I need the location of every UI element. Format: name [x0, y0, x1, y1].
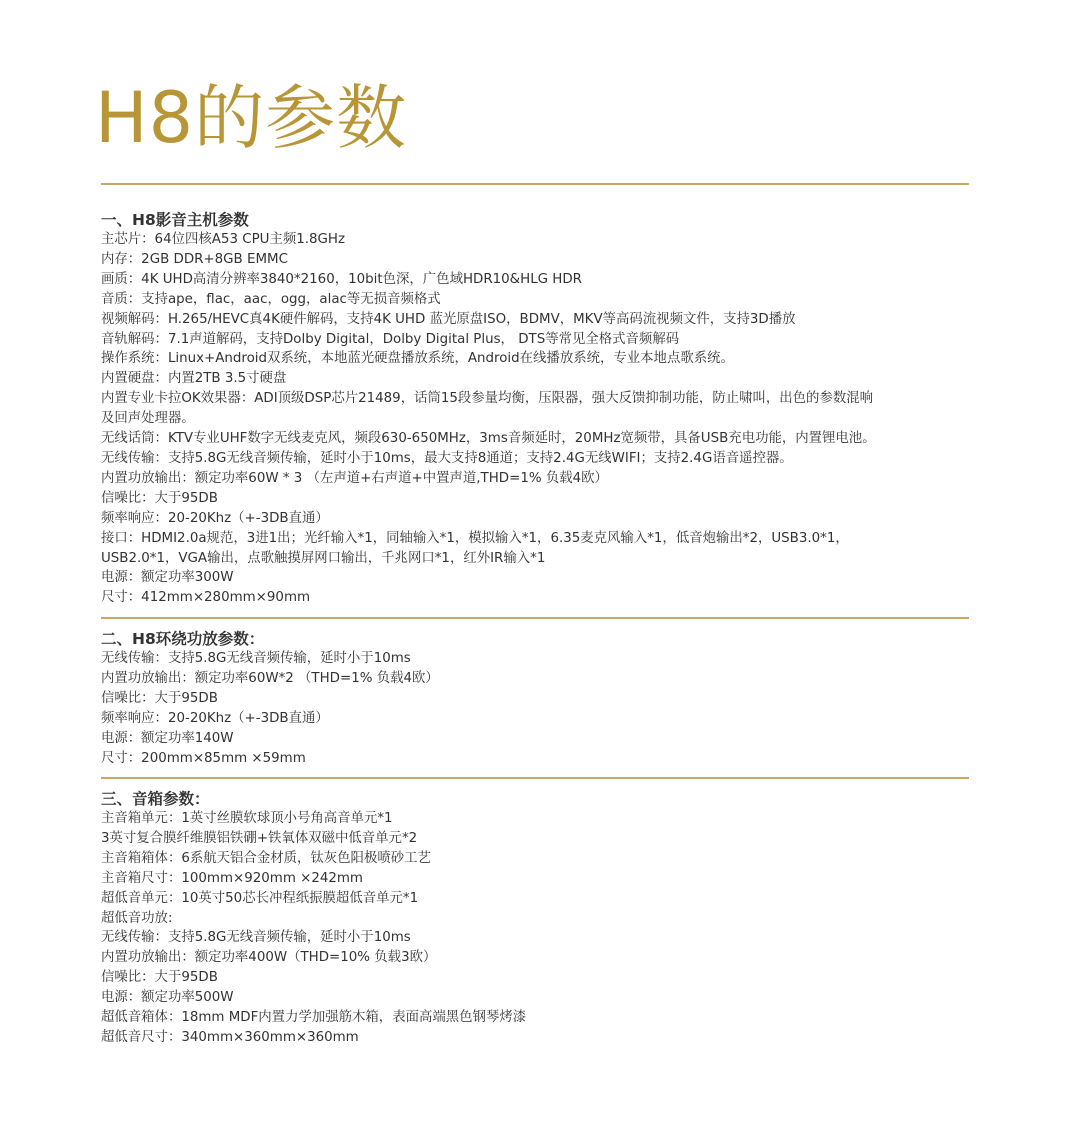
spec-line: 电源：额定功率300W [101, 570, 234, 586]
spec-list [101, 649, 981, 768]
spec-line: 超低音箱体：18mm MDF内置力学加强筋木箱，表面高端黑色钢琴烤漆 [101, 1010, 527, 1026]
spec-line: 超低音尺寸：340mm×360mm×360mm [101, 1029, 359, 1045]
section-surround-amp-params [101, 629, 981, 768]
spec-line: 主音箱箱体：6系航天铝合金材质，钛灰色阳极喷砂工艺 [101, 850, 431, 866]
spec-line: 及回声处理器。 [101, 411, 195, 427]
spec-line: 频率响应：20-20Khz（+-3DB直通） [101, 510, 329, 526]
spec-line: 超低音功放: [101, 910, 173, 926]
section-heading: 三、音箱参数： [101, 790, 210, 808]
spec-line: 信噪比：大于95DB [101, 970, 218, 986]
page-title: H8的参数 [95, 77, 408, 159]
spec-line: 内置硬盘：内置2TB 3.5寸硬盘 [101, 371, 287, 387]
spec-line: 尺寸：412mm×280mm×90mm [101, 590, 311, 606]
spec-line: 无线传输：支持5.8G无线音频传输，延时小于10ms [101, 930, 411, 946]
spec-line: 主音箱尺寸：100mm×920mm ×242mm [101, 870, 363, 886]
spec-line: 接口：HDMI2.0a规范，3进1出；光纤输入*1，同轴输入*1，模拟输入*1，6.35麦克风输入*1，低音炮输出*2，USB3.0*1， [101, 530, 849, 546]
section-divider [101, 617, 969, 619]
spec-line: 内置功放输出：额定功率60W * 3 （左声道+右声道+中置声道,THD=1% 负载4欧） [101, 470, 608, 486]
spec-line: 无线传输：支持5.8G无线音频传输，延时小于10ms [101, 651, 411, 666]
spec-line: 主芯片：64位四核A53 CPU主频1.8GHz [101, 232, 346, 247]
spec-line: 尺寸：200mm×85mm ×59mm [101, 750, 306, 766]
spec-line: 视频解码：H.265/HEVC真4K硬件解码，支持4K UHD 蓝光原盘ISO，BDMV，MKV等高码流视频文件，支持3D播放 [101, 311, 796, 327]
spec-line: 无线话筒：KTV专业UHF数字无线麦克风，频段630-650MHz，3ms音频延时，20MHz宽频带，具备USB充电功能，内置锂电池。 [101, 431, 876, 447]
spec-list [101, 230, 981, 608]
spec-line: 主音箱单元：1英寸丝膜软球顶小号角高音单元*1 [101, 811, 393, 826]
spec-line: 内置专业卡拉OK效果器：ADI顶级DSP芯片21489，话筒15段参量均衡，压限器，强大反馈抑制功能，防止啸叫，出色的参数混响 [101, 391, 874, 407]
spec-line: 音轨解码：7.1声道解码，支持Dolby Digital，Dolby Digital Plus， DTS等常见全格式音频解码 [101, 331, 680, 347]
section-host-params [101, 210, 981, 608]
spec-line: 操作系统：Linux+Android双系统，本地蓝光硬盘播放系统，Android在线播放系统，专业本地点歌系统。 [101, 351, 734, 367]
spec-line: 3英寸复合膜纤维膜铝铁硼+铁氧体双磁中低音单元*2 [101, 830, 418, 846]
spec-line: USB2.0*1，VGA输出，点歌触摸屏网口输出，千兆网口*1，红外IR输入*1 [101, 550, 546, 566]
spec-line: 电源：额定功率140W [101, 730, 234, 746]
spec-line: 电源：额定功率500W [101, 990, 234, 1006]
spec-line: 超低音单元：10英寸50芯长冲程纸振膜超低音单元*1 [101, 890, 419, 906]
spec-line: 内置功放输出：额定功率400W（THD=10% 负载3欧） [101, 950, 437, 966]
spec-line: 无线传输：支持5.8G无线音频传输，延时小于10ms，最大支持8通道；支持2.4G无线WIFI；支持2.4G语音遥控器。 [101, 450, 793, 466]
spec-line: 内置功放输出：额定功率60W*2 （THD=1% 负载4欧） [101, 670, 439, 686]
section-divider [101, 777, 969, 779]
section-heading: 一、H8影音主机参数 [101, 211, 249, 229]
title-divider [101, 183, 969, 185]
spec-line: 信噪比：大于95DB [101, 490, 218, 506]
section-heading: 二、H8环绕功放参数： [101, 630, 265, 648]
spec-line: 内存：2GB DDR+8GB EMMC [101, 251, 288, 267]
spec-line: 画质：4K UHD高清分辨率3840*2160，10bit色深，广色域HDR10&HLG HDR [101, 271, 582, 287]
spec-list [101, 809, 981, 1048]
spec-line: 信噪比：大于95DB [101, 690, 218, 706]
section-speaker-params [101, 789, 981, 1048]
spec-line: 频率响应：20-20Khz（+-3DB直通） [101, 710, 329, 726]
spec-line: 音质：支持ape，flac，aac，ogg，alac等无损音频格式 [101, 291, 441, 307]
